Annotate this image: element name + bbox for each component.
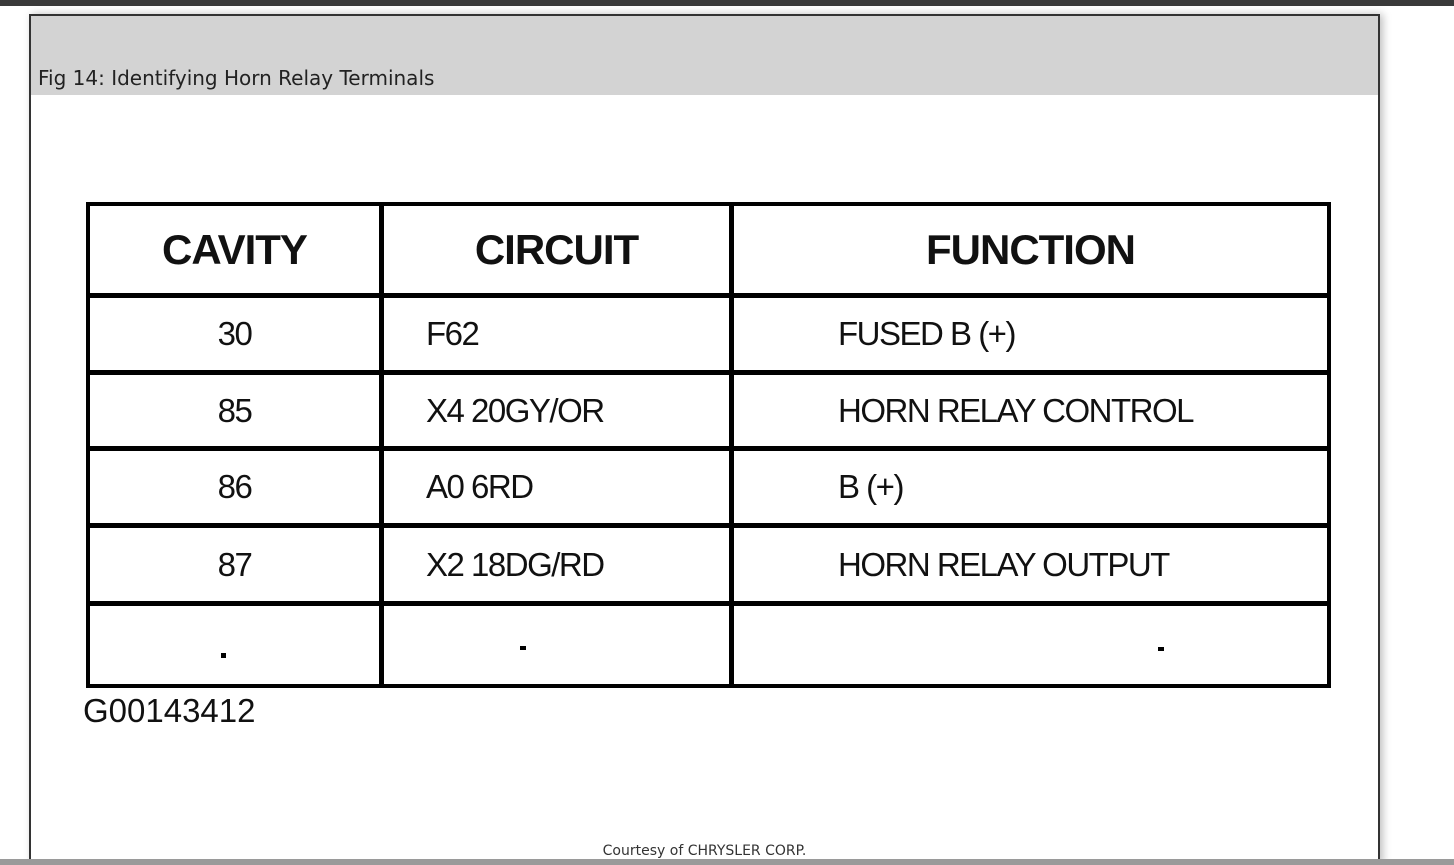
circuit-cell: X2 18DG/RD [379, 528, 729, 601]
circuit-cell [379, 606, 729, 684]
function-cell [729, 606, 1327, 684]
figure-id: G00143412 [83, 692, 256, 729]
header-cavity: CAVITY [162, 225, 307, 273]
cavity-cell: 87 [217, 545, 252, 583]
function-cell: B (+) [729, 451, 1327, 523]
relay-terminal-table [86, 202, 1331, 688]
function-cell: HORN RELAY OUTPUT [729, 528, 1327, 601]
table-row [90, 451, 1327, 528]
table-row [90, 606, 1327, 684]
function-cell: HORN RELAY CONTROL [729, 375, 1327, 446]
cavity-cell [90, 606, 379, 684]
dot-mark [1158, 647, 1164, 651]
circuit-cell: F62 [379, 298, 729, 370]
figure-caption: Fig 14: Identifying Horn Relay Terminals [38, 66, 435, 90]
cavity-cell: 30 [217, 315, 252, 352]
function-cell: FUSED B (+) [729, 298, 1327, 370]
window-top-bar [0, 0, 1454, 6]
circuit-cell: X4 20GY/OR [379, 375, 729, 446]
circuit-cell: A0 6RD [379, 451, 729, 523]
table-row [90, 528, 1327, 606]
cavity-cell: 86 [217, 468, 252, 505]
table-row [90, 375, 1327, 451]
caption-bar [31, 16, 1378, 95]
cavity-cell: 85 [217, 391, 252, 429]
header-function: FUNCTION [729, 206, 1327, 293]
window-bottom-bar [0, 859, 1454, 865]
document-page [29, 14, 1380, 865]
header-circuit: CIRCUIT [379, 206, 729, 293]
table-header-row [90, 206, 1327, 298]
credit-line: Courtesy of CHRYSLER CORP. [602, 843, 807, 859]
dot-mark [221, 653, 226, 658]
dot-mark [520, 646, 526, 650]
table-row [90, 298, 1327, 375]
